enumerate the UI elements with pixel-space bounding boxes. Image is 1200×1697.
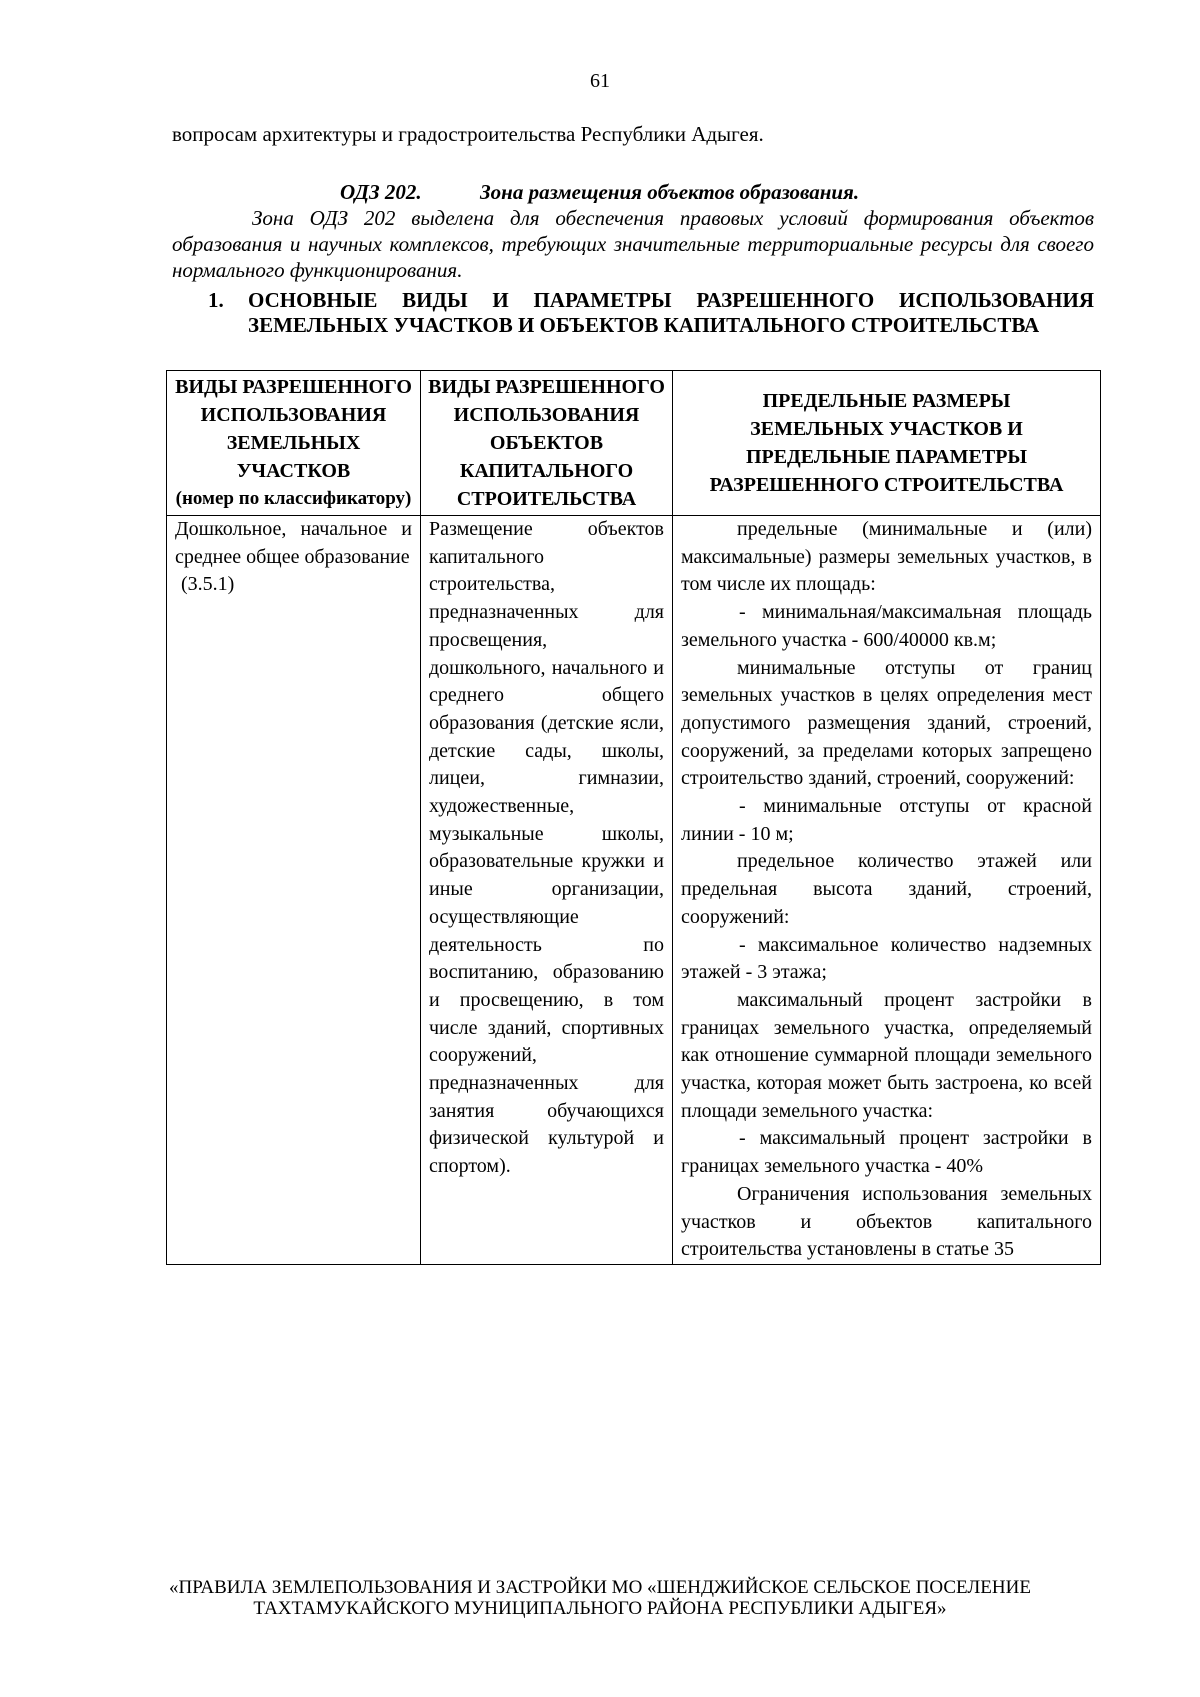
parameters-table xyxy=(166,370,1101,1265)
cell-limits xyxy=(673,516,1101,1265)
zone-description: Зона ОДЗ 202 выделена для обеспечения правовых условий формирования объектов образования и научных комплексов, требующих значительные территориальные ресурсы для своего нормального функционирования. xyxy=(172,206,1094,282)
land-use-text: Дошкольное, начальное и среднее общее образование xyxy=(175,518,412,568)
section-title-text: ОСНОВНЫЕ ВИДЫ И ПАРАМЕТРЫ РАЗРЕШЕННОГО ИСПОЛЬЗОВАНИЯ ЗЕМЕЛЬНЫХ УЧАСТКОВ И ОБЪЕКТОВ КАПИТАЛЬНОГО СТРОИТЕЛЬСТВА xyxy=(248,288,1094,337)
limits-paragraph: - минимальная/максимальная площадь земельного участка - 600/40000 кв.м; xyxy=(681,601,1092,651)
limits-paragraph: - максимальный процент застройки в границах земельного участка - 40% xyxy=(681,1127,1092,1178)
zone-code: ОДЗ 202. xyxy=(340,180,422,204)
header-land-use xyxy=(167,371,421,516)
section-number: 1. xyxy=(208,288,224,312)
header-land-use-title: ВИДЫ РАЗРЕШЕННОГО ИСПОЛЬЗОВАНИЯ ЗЕМЕЛЬНЫХ УЧАСТКОВ xyxy=(175,376,412,482)
limits-paragraph: - максимальное количество надземных этажей - 3 этажа; xyxy=(681,933,1092,984)
limits-paragraph: - минимальные отступы от красной линии - 10 м; xyxy=(681,795,1092,845)
header-limits xyxy=(673,371,1101,516)
header-construction-use xyxy=(421,371,673,516)
table-header-row xyxy=(167,371,1101,516)
cell-land-use xyxy=(167,516,421,1265)
limits-paragraph: предельные (минимальные и (или) максимальные) размеры земельных участков, в том числе их площадь: xyxy=(681,518,1092,596)
zone-heading xyxy=(340,180,859,205)
limits-paragraph: максимальный процент застройки в границах земельного участка, определяемый как отношение суммарной площади земельного участка, которая может быть застроена, ко всей площади земельного участка: xyxy=(681,988,1092,1122)
footer xyxy=(0,1577,1200,1619)
page-number: 61 xyxy=(590,70,610,92)
zone-title: Зона размещения объектов образования. xyxy=(480,180,860,204)
header-limits-title: ПРЕДЕЛЬНЫЕ РАЗМЕРЫ ЗЕМЕЛЬНЫХ УЧАСТКОВ И ПРЕДЕЛЬНЫЕ ПАРАМЕТРЫ РАЗРЕШЕННОГО СТРОИТЕЛЬСТВА xyxy=(709,390,1064,496)
section-title xyxy=(208,288,1094,338)
land-use-code: (3.5.1) xyxy=(181,573,235,596)
construction-use-text: Размещение объектов капитального строительства, предназначенных для просвещения, дошкольного, начального и среднего общего образования (детские ясли, детские сады, школы, лицеи, гимназии, художественные, музыкальные школы, образовательные кружки и иные организации, осуществляющие деятельность по воспитанию, образованию и просвещению, в том числе зданий, спортивных сооружений, предназначенных для занятия обучающихся физической культурой и спортом). xyxy=(429,518,664,1178)
table-row xyxy=(167,516,1101,1265)
footer-line-2: ТАХТАМУКАЙСКОГО МУНИЦИПАЛЬНОГО РАЙОНА РЕСПУБЛИКИ АДЫГЕЯ» xyxy=(253,1598,947,1619)
limits-text xyxy=(681,516,1092,1264)
header-land-use-sub: (номер по классификатору) xyxy=(175,488,412,509)
limits-paragraph: Ограничения использования земельных участков и объектов капитального строительства установлены в статье 35 xyxy=(681,1182,1092,1261)
header-construction-use-title: ВИДЫ РАЗРЕШЕННОГО ИСПОЛЬЗОВАНИЯ ОБЪЕКТОВ КАПИТАЛЬНОГО СТРОИТЕЛЬСТВА xyxy=(428,376,665,510)
footer-line-1: «ПРАВИЛА ЗЕМЛЕПОЛЬЗОВАНИЯ И ЗАСТРОЙКИ МО «ШЕНДЖИЙСКОЕ СЕЛЬСКОЕ ПОСЕЛЕНИЕ xyxy=(169,1577,1031,1598)
cell-construction-use xyxy=(421,516,673,1265)
intro-line: вопросам архитектуры и градостроительства Республики Адыгея. xyxy=(172,122,764,146)
limits-paragraph: предельное количество этажей или предельная высота зданий, строений, сооружений: xyxy=(681,850,1092,928)
limits-paragraph: минимальные отступы от границ земельных участков в целях определения мест допустимого размещения зданий, строений, сооружений, за пределами которых запрещено строительство зданий, строений, сооружений: xyxy=(681,656,1092,790)
